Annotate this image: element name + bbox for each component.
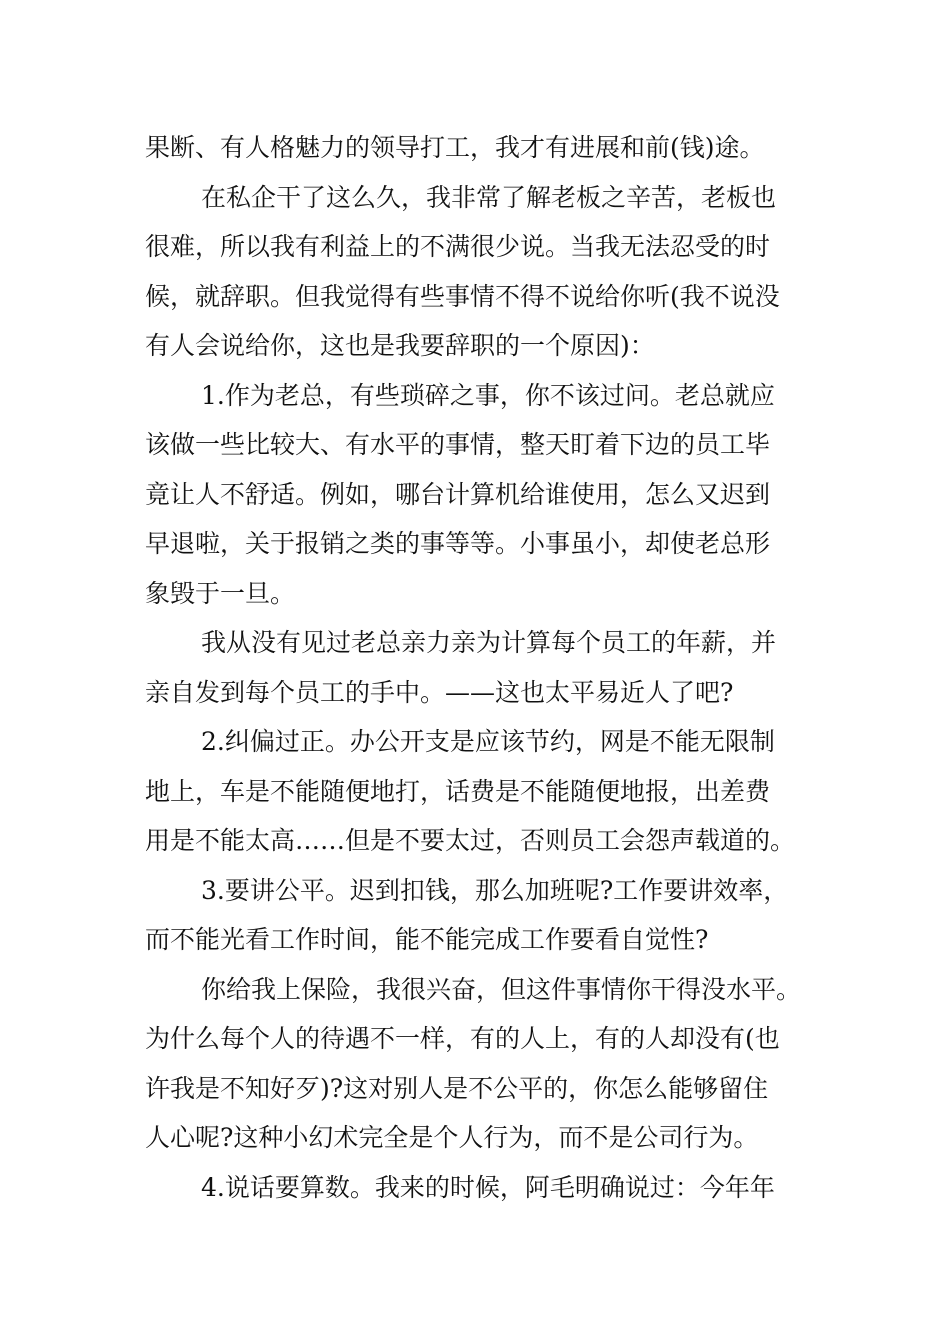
text-line: 地上，车是不能随便地打，话费是不能随便地报，出差费 (145, 776, 771, 806)
text-line: 你给我上保险，我很兴奋，但这件事情你干得没水平。 (201, 974, 802, 1004)
text-line: 果断、有人格魅力的领导打工，我才有进展和前(钱)途。 (145, 133, 765, 162)
text-line: 该做一些比较大、有水平的事情，整天盯着下边的员工毕 (145, 430, 771, 459)
text-line: 亲自发到每个员工的手中。——这也太平易近人了吧? (145, 677, 734, 707)
text-line: 许我是不知好歹)?这对别人是不公平的，你怎么能够留住 (145, 1073, 769, 1103)
text-line: 有人会说给你，这也是我要辞职的一个原因)： (145, 331, 655, 360)
text-line: 4.说话要算数。我来的时候，阿毛明确说过：今年年 (201, 1172, 775, 1202)
text-line: 而不能光看工作时间，能不能完成工作要看自觉性? (145, 925, 709, 954)
text-line: 很难，所以我有利益上的不满很少说。当我无法忍受的时 (145, 232, 771, 261)
text-line: 在私企干了这么久，我非常了解老板之辛苦，老板也 (201, 182, 777, 212)
text-line: 2.纠偏过正。办公开支是应该节约，网是不能无限制 (201, 727, 775, 756)
text-line: 用是不能太高……但是不要太过，否则员工会怨声载道的。 (145, 826, 796, 855)
text-line: 为什么每个人的待遇不一样，有的人上，有的人却没有(也 (145, 1024, 780, 1053)
text-line: 候，就辞职。但我觉得有些事情不得不说给你听(我不说没 (145, 281, 780, 311)
text-line: 象毁于一旦。 (145, 578, 296, 608)
text-line: 人心呢?这种小幻术完全是个人行为，而不是公司行为。 (145, 1123, 759, 1152)
text-line: 我从没有见过老总亲力亲为计算每个员工的年薪，并 (201, 628, 777, 657)
body-text (145, 128, 810, 1217)
text-line: 1.作为老总，有些琐碎之事，你不该过问。老总就应 (201, 380, 775, 410)
text-line: 早退啦，关于报销之类的事等等。小事虽小，却使老总形 (145, 529, 771, 558)
text-line: 竟让人不舒适。例如，哪台计算机给谁使用，怎么又迟到 (145, 479, 771, 509)
text-line: 3.要讲公平。迟到扣钱，那么加班呢?工作要讲效率， (201, 875, 789, 905)
